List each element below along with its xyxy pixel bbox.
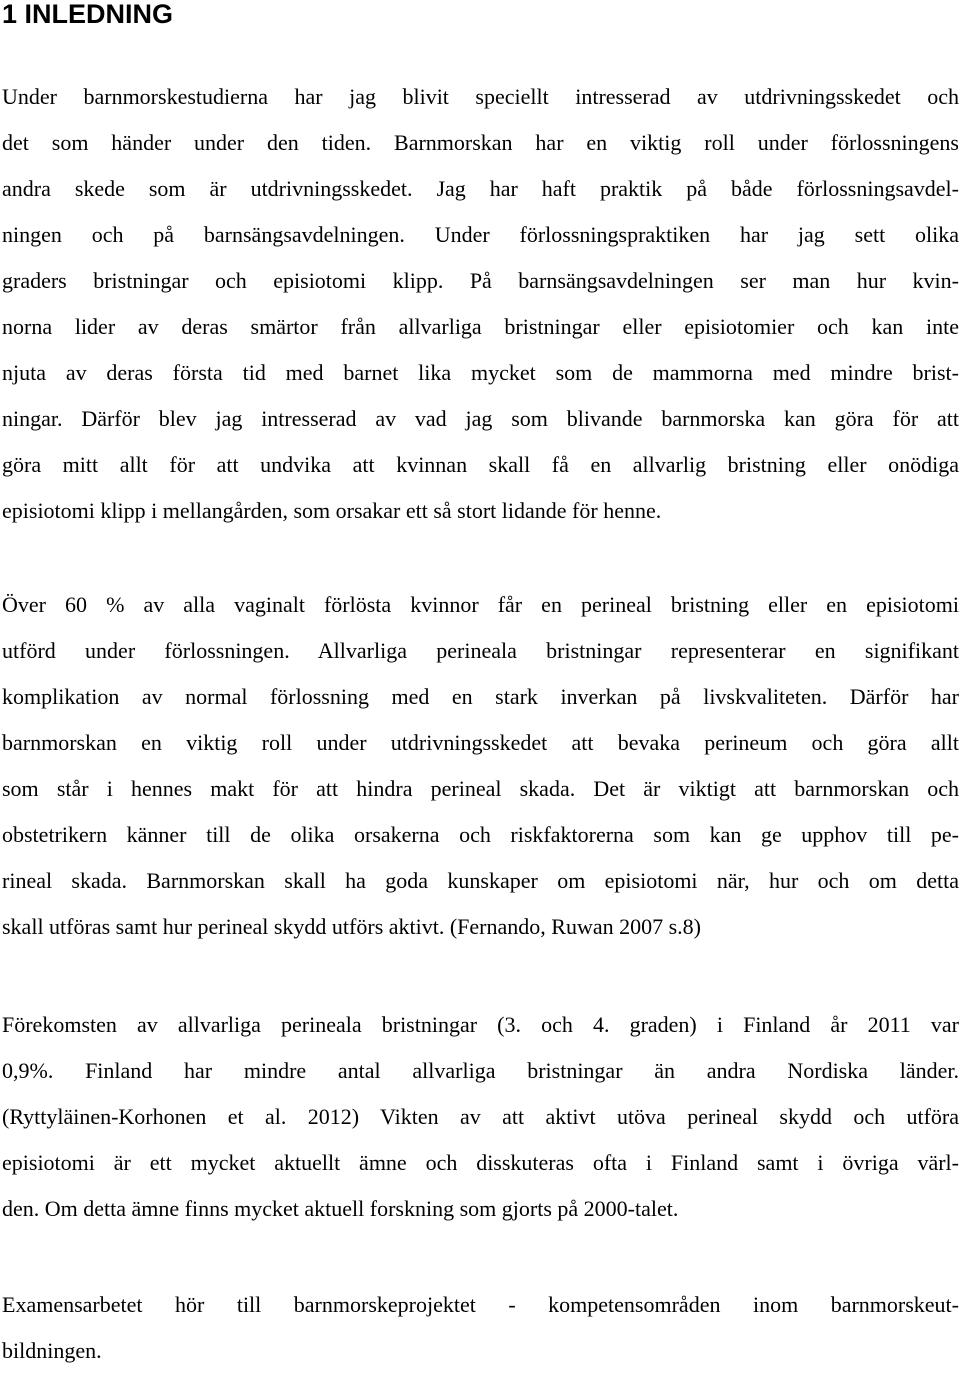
paragraph-line: rineal skada. Barnmorskan skall ha goda kunskaper om episiotomi när, hur och om detta: [2, 868, 959, 893]
paragraph-line: ningen och på barnsängsavdelningen. Under förlossningspraktiken har jag sett olika: [2, 222, 959, 247]
paragraph-line: episiotomi är ett mycket aktuellt ämne och disskuteras ofta i Finland samt i övriga värl-: [2, 1150, 959, 1175]
paragraph-line: barnmorskan en viktig roll under utdrivningsskedet att bevaka perineum och göra allt: [2, 730, 959, 755]
paragraph-line: utförd under förlossningen. Allvarliga perineala bristningar representerar en signifikant: [2, 638, 959, 663]
paragraph-line: andra skede som är utdrivningsskedet. Jag har haft praktik på både förlossningsavdel-: [2, 176, 959, 201]
paragraph-line: Över 60 % av alla vaginalt förlösta kvinnor får en perineal bristning eller en episiotomi: [2, 592, 959, 617]
paragraph-line: (Ryttyläinen-Korhonen et al. 2012) Vikten av att aktivt utöva perineal skydd och utföra: [2, 1104, 959, 1129]
paragraph-line: göra mitt allt för att undvika att kvinnan skall få en allvarlig bristning eller onödiga: [2, 452, 959, 477]
paragraph-line: obstetrikern känner till de olika orsakerna och riskfaktorerna som kan ge upphov till pe-: [2, 822, 959, 847]
paragraph-line: graders bristningar och episiotomi klipp. På barnsängsavdelningen ser man hur kvin-: [2, 268, 959, 293]
paragraph-line: komplikation av normal förlossning med en stark inverkan på livskvaliteten. Därför har: [2, 684, 959, 709]
paragraph-line: norna lider av deras smärtor från allvarliga bristningar eller episiotomier och kan inte: [2, 314, 959, 339]
paragraph-line: Förekomsten av allvarliga perineala bristningar (3. och 4. graden) i Finland år 2011 var: [2, 1012, 959, 1037]
paragraph-line: Examensarbetet hör till barnmorskeprojektet - kompetensområden inom barnmorskeut-: [2, 1292, 959, 1317]
paragraph-line: skall utföras samt hur perineal skydd utförs aktivt. (Fernando, Ruwan 2007 s.8): [2, 914, 701, 939]
paragraph-line: Under barnmorskestudierna har jag blivit speciellt intresserad av utdrivningsskedet och: [2, 84, 959, 109]
paragraph-line: 0,9%. Finland har mindre antal allvarliga bristningar än andra Nordiska länder.: [2, 1058, 959, 1083]
paragraph-line: episiotomi klipp i mellangården, som orsakar ett så stort lidande för henne.: [2, 498, 662, 523]
paragraph-line: den. Om detta ämne finns mycket aktuell forskning som gjorts på 2000-talet.: [2, 1196, 679, 1221]
paragraph-line: njuta av deras första tid med barnet lika mycket som de mammorna med mindre brist-: [2, 360, 959, 385]
paragraph-line: bildningen.: [2, 1338, 102, 1363]
paragraph-line: som står i hennes makt för att hindra perineal skada. Det är viktigt att barnmorskan och: [2, 776, 959, 801]
paragraph-line: det som händer under den tiden. Barnmorskan har en viktig roll under förlossningens: [2, 130, 959, 155]
section-heading: 1 INLEDNING: [2, 0, 174, 29]
paragraph-line: ningar. Därför blev jag intresserad av vad jag som blivande barnmorska kan göra för att: [2, 406, 959, 431]
